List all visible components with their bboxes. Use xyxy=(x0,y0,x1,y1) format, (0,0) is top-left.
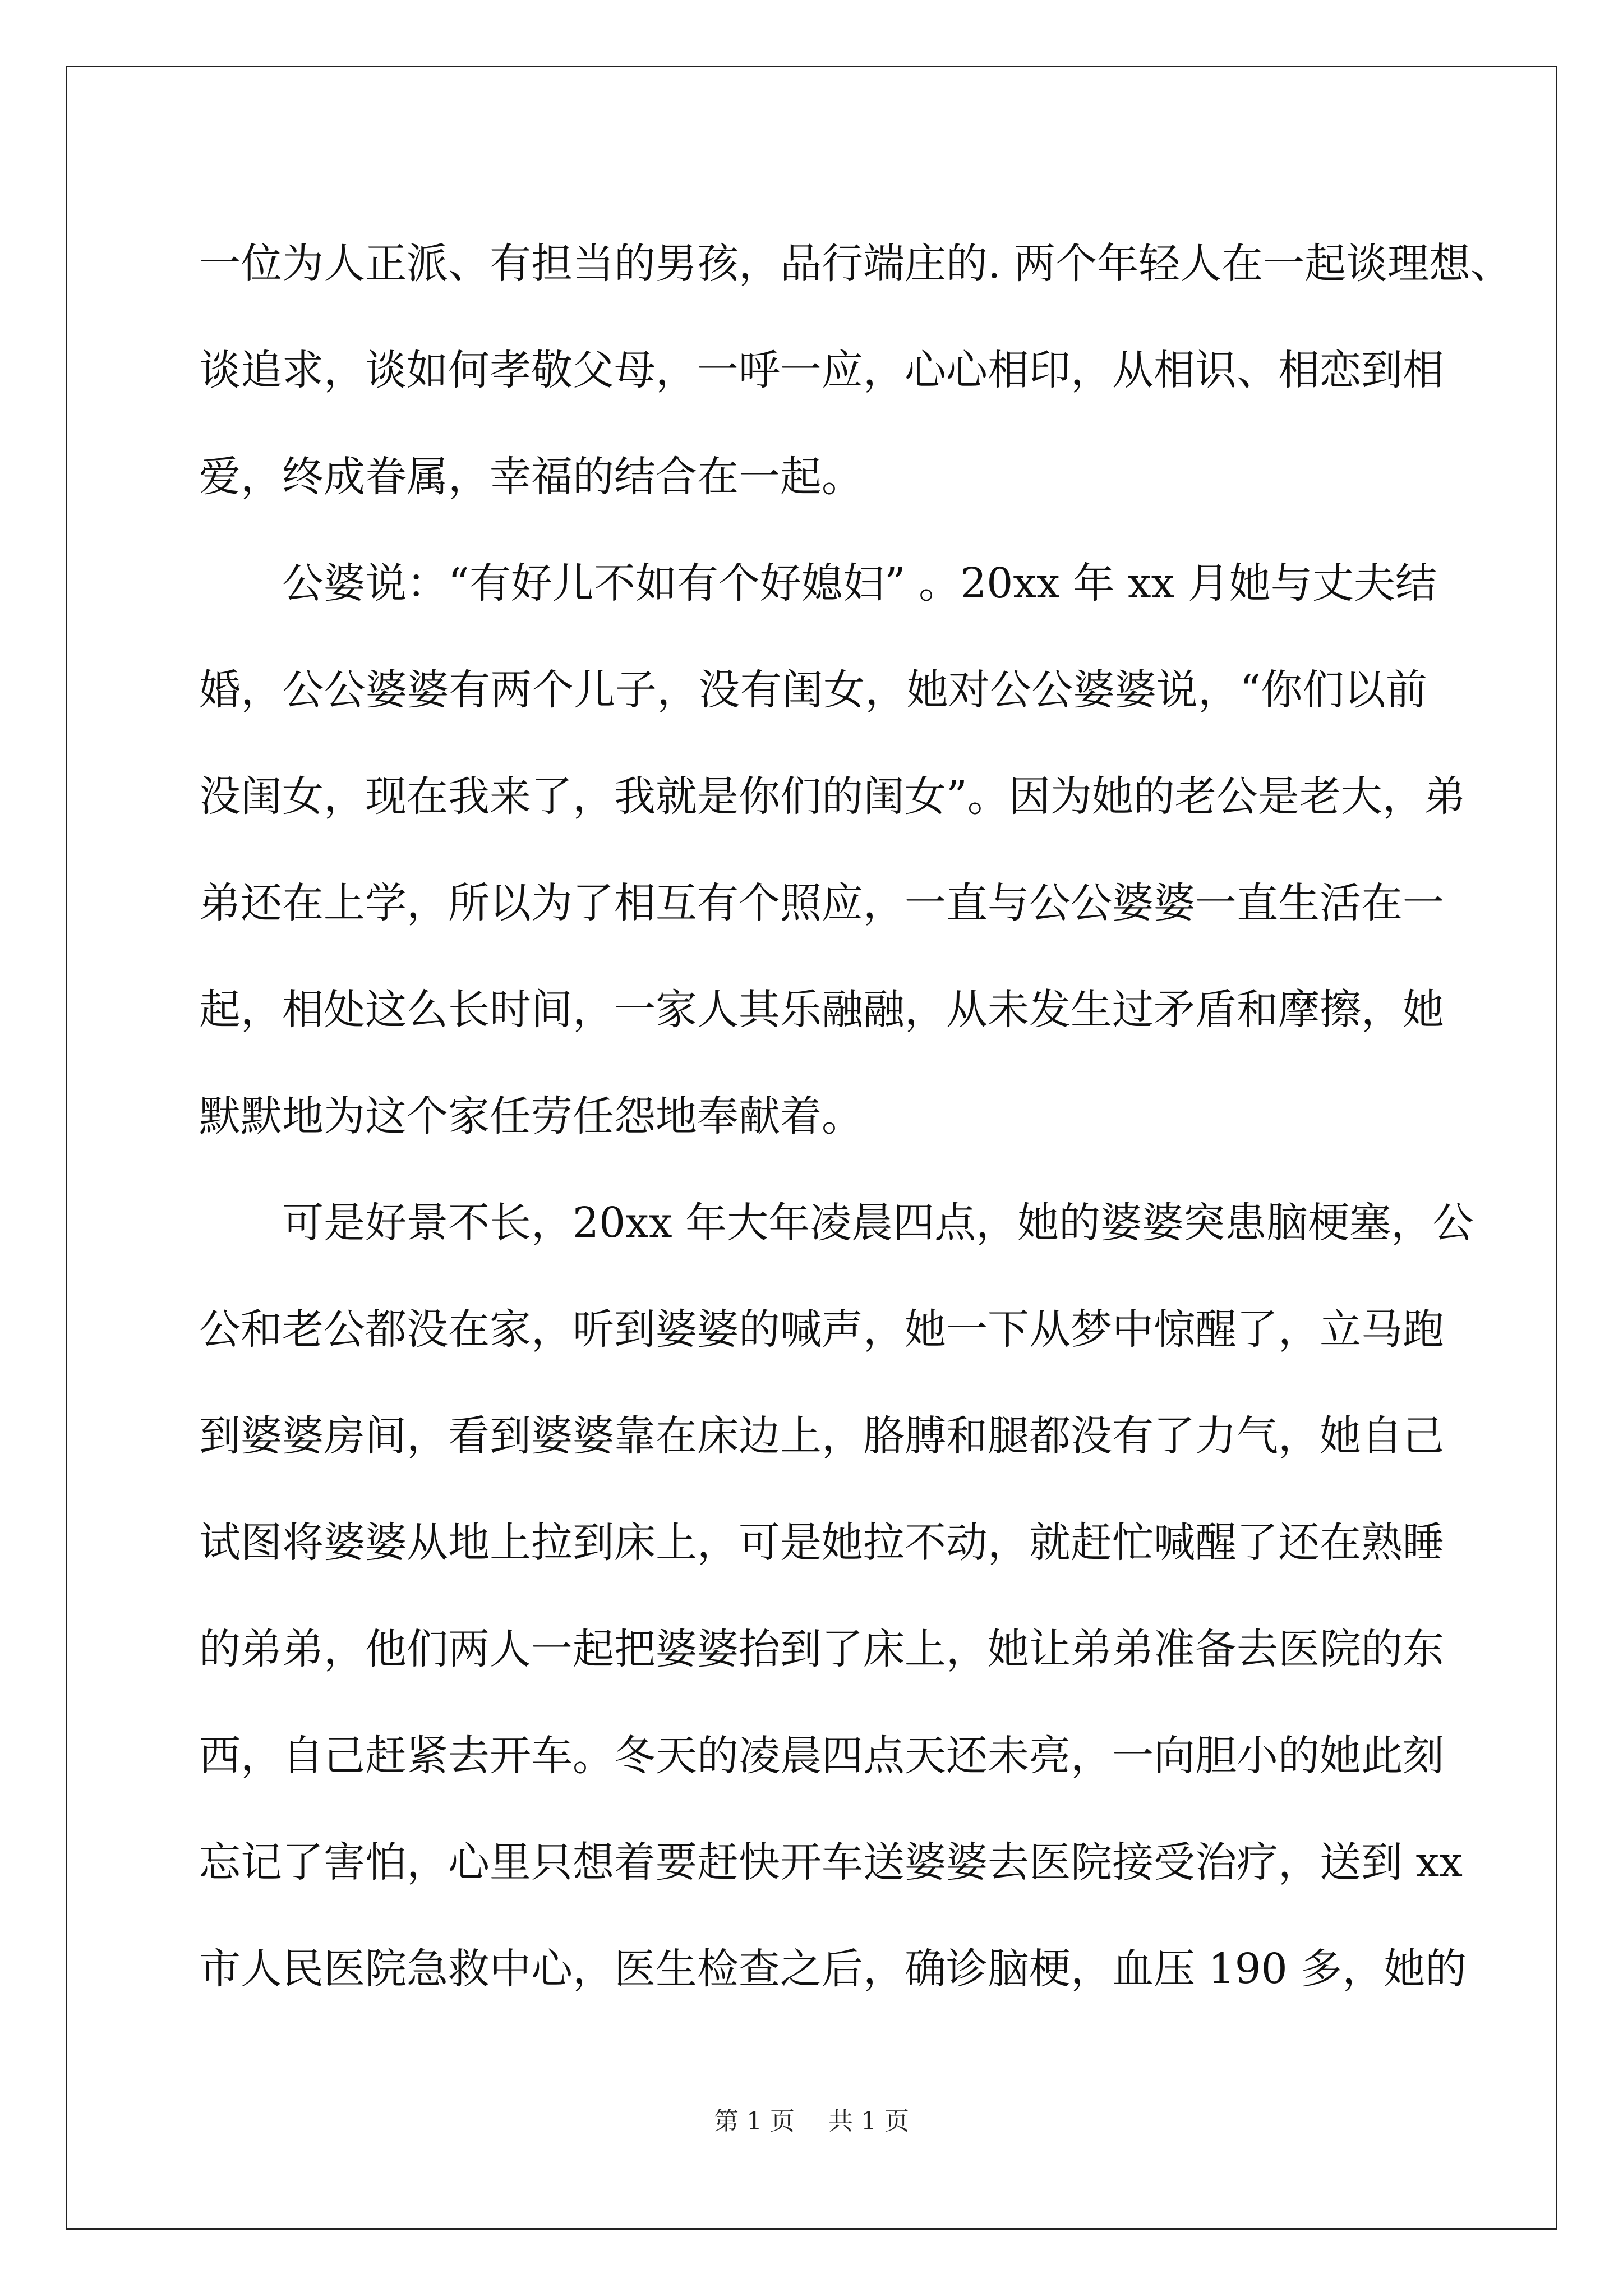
paragraph-line: 婚，公公婆婆有两个儿子，没有闺女，她对公公婆婆说，“你们以前 xyxy=(199,666,1427,714)
paragraph-line: 可是好景不长，20xx 年大年凌晨四点，她的婆婆突患脑梗塞，公 xyxy=(282,1199,1474,1247)
document-body xyxy=(199,210,1513,2022)
page-footer xyxy=(0,2105,1623,2138)
paragraph-line: 试图将婆婆从地上拉到床上，可是她拉不动，就赶忙喊醒了还在熟睡 xyxy=(199,1519,1444,1567)
paragraph-line: 谈追求，谈如何孝敬父母，一呼一应，心心相印，从相识、相恋到相 xyxy=(199,346,1444,394)
paragraph-line: 爱，终成眷属，幸福的结合在一起。 xyxy=(199,453,863,501)
paragraph-line: 默默地为这个家任劳任怨地奉献着。 xyxy=(199,1092,863,1140)
page-total: 共 1 页 xyxy=(828,2107,909,2136)
paragraph-line: 西，自己赶紧去开车。冬天的凌晨四点天还未亮，一向胆小的她此刻 xyxy=(199,1732,1444,1780)
page-number: 第 1 页 xyxy=(714,2107,795,2136)
paragraph-line: 的弟弟，他们两人一起把婆婆抬到了床上，她让弟弟准备去医院的东 xyxy=(199,1625,1444,1673)
paragraph-line: 弟还在上学，所以为了相互有个照应，一直与公公婆婆一直生活在一 xyxy=(199,879,1444,927)
paragraph-line: 公和老公都没在家，听到婆婆的喊声，她一下从梦中惊醒了，立马跑 xyxy=(199,1305,1444,1354)
paragraph-line: 到婆婆房间，看到婆婆靠在床边上，胳膊和腿都没有了力气，她自己 xyxy=(199,1412,1444,1460)
paragraph-line: 市人民医院急救中心，医生检查之后，确诊脑梗，血压 190 多，她的 xyxy=(199,1945,1467,1993)
paragraph-line: 忘记了害怕，心里只想着要赶快开车送婆婆去医院接受治疗，送到 xx xyxy=(199,1838,1463,1887)
paragraph-line: 一位为人正派、有担当的男孩，品行端庄的. 两个年轻人在一起谈理想、 xyxy=(199,240,1513,288)
paragraph-line: 没闺女，现在我来了，我就是你们的闺女”。因为她的老公是老大，弟 xyxy=(199,772,1465,821)
paragraph-line: 公婆说：“有好儿不如有个好媳妇” 。20xx 年 xx 月她与丈夫结 xyxy=(282,559,1437,608)
paragraph-line: 起，相处这么长时间，一家人其乐融融，从未发生过矛盾和摩擦，她 xyxy=(199,986,1444,1034)
